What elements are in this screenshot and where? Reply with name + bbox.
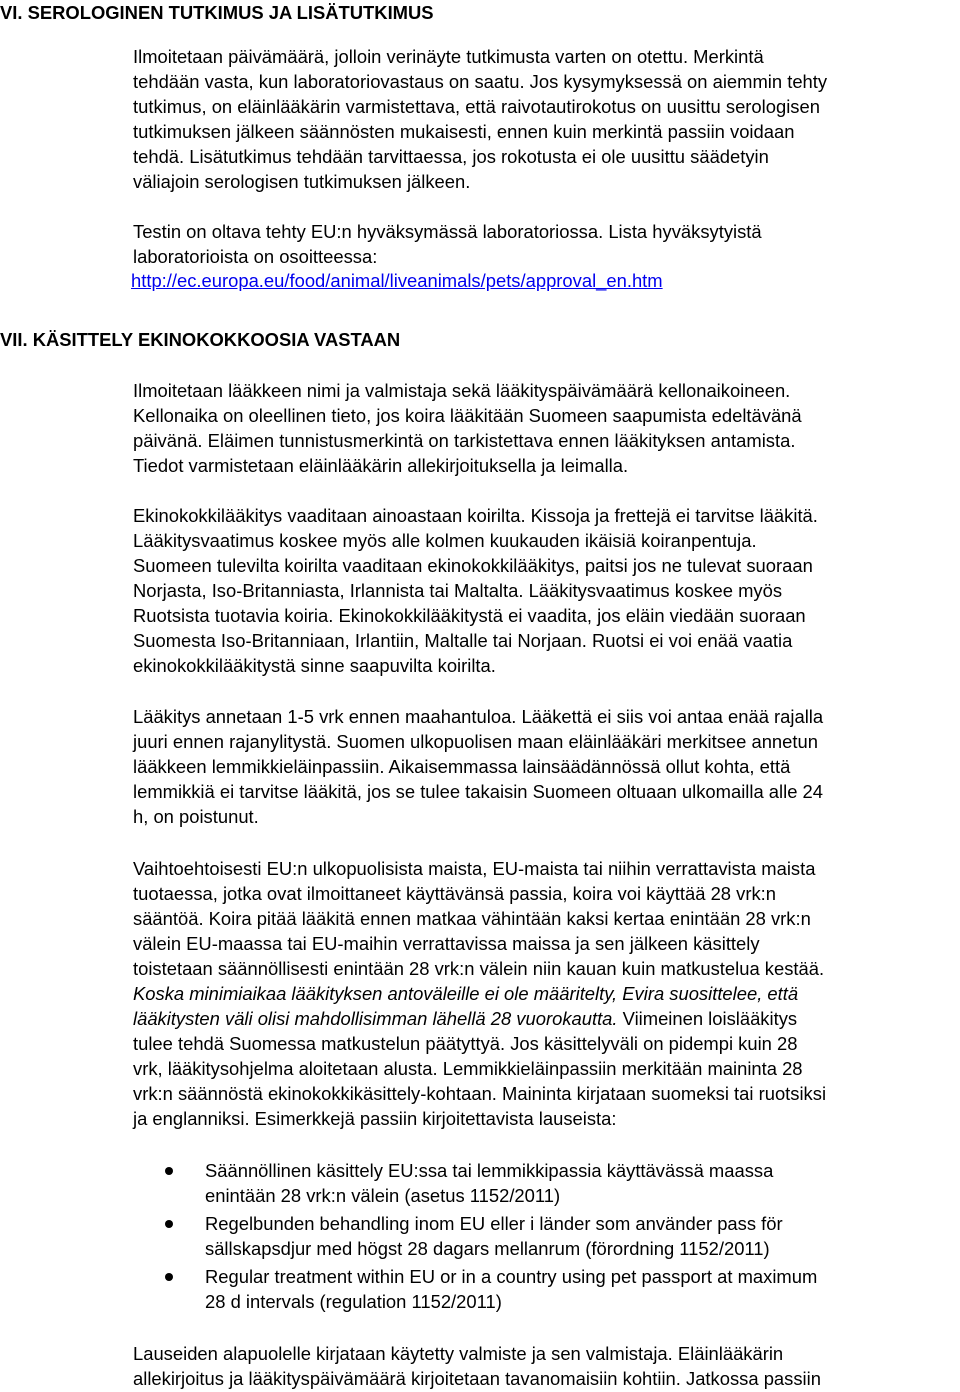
paragraph-line: tehdään vasta, kun laboratoriovastaus on saatu. Jos kysymyksessä on aiemmin tehty <box>133 71 828 92</box>
paragraph-line: Lääkitysvaatimus koskee myös alle kolmen kuukauden ikäisiä koiranpentuja. <box>133 530 757 551</box>
paragraph-line: tuotaessa, jotka ovat ilmoittaneet käyttävänsä passia, koira voi käyttää 28 vrk:n <box>133 883 776 904</box>
paragraph-line: Kellonaika on oleellinen tieto, jos koira lääkitään Suomeen saapumista edeltävänä <box>133 405 802 426</box>
paragraph-line: Testin on oltava tehty EU:n hyväksymässä laboratoriossa. Lista hyväksytyistä <box>133 221 762 242</box>
paragraph-line: juuri ennen rajanylitystä. Suomen ulkopuolisen maan eläinlääkäri merkitsee annetun <box>133 731 818 752</box>
paragraph-line: Norjasta, Iso-Britanniasta, Irlannista tai Maltalta. Lääkitysvaatimus koskee myös <box>133 580 783 601</box>
paragraph-line: Tiedot varmistetaan eläinlääkärin allekirjoituksella ja leimalla. <box>133 455 629 476</box>
paragraph-line: Suomesta Iso-Britanniaan, Irlantiin, Maltalle tai Norjaan. Ruotsi ei voi enää vaatia <box>133 630 793 651</box>
paragraph-line: päivänä. Eläimen tunnistusmerkintä on tarkistettava ennen lääkityksen antamista. <box>133 430 796 451</box>
list-item: Säännöllinen käsittely EU:ssa tai lemmikkipassia käyttävässä maassa <box>205 1160 774 1181</box>
list-item: Regelbunden behandling inom EU eller i länder som använder pass för <box>205 1213 783 1234</box>
paragraph-line: Vaihtoehtoisesti EU:n ulkopuolisista maista, EU-maista tai niihin verrattavista maista <box>133 858 816 879</box>
list-item: sällskapsdjur med högst 28 dagars mellanrum (förordning 1152/2011) <box>205 1238 770 1259</box>
paragraph-line: ja englanniksi. Esimerkkejä passiin kirjoitettavista lauseista: <box>133 1108 617 1129</box>
paragraph-line: tutkimuksen jälkeen säännösten mukaisesti, ennen kuin merkintä passiin voidaan <box>133 121 795 142</box>
list-item: Regular treatment within EU or in a country using pet passport at maximum <box>205 1266 818 1287</box>
paragraph-line: ekinokokkilääkitystä sinne saapuvilta koirilta. <box>133 655 496 676</box>
section-7-heading: VII. KÄSITTELY EKINOKOKKOOSIA VASTAAN <box>0 329 401 350</box>
paragraph-line: tulee tehdä Suomessa matkustelun päätyttyä. Jos käsittelyväli on pidempi kuin 28 <box>133 1033 798 1054</box>
paragraph-line <box>133 1006 797 1031</box>
paragraph-line: tehdä. Lisätutkimus tehdään tarvittaessa, jos rokotusta ei ole uusittu säädetyin <box>133 146 769 167</box>
paragraph-line: välein EU-maassa tai EU-maihin verrattavissa maissa ja sen jälkeen käsittely <box>133 933 760 954</box>
paragraph-line: Suomeen tulevilta koirilta vaaditaan ekinokokkilääkitys, paitsi jos ne tulevat suoraan <box>133 555 813 576</box>
approved-laboratories-link[interactable]: http://ec.europa.eu/food/animal/liveanimals/pets/approval_en.htm <box>131 270 663 291</box>
paragraph-line: allekirjoitus ja lääkityspäivämäärä kirjoitetaan tavanomaisiin kohtiin. Jatkossa passiin <box>133 1368 821 1389</box>
paragraph-line: Ruotsista tuotavia koiria. Ekinokokkilääkitystä ei vaadita, jos eläin viedään suoraan <box>133 605 806 626</box>
paragraph-line: lemmikkiä ei tarvitse lääkitä, jos se tulee takaisin Suomeen oltuaan ulkomailla alle 24 <box>133 781 823 802</box>
paragraph-line: laboratorioista on osoitteessa: <box>133 246 378 267</box>
paragraph-line: Lääkitys annetaan 1-5 vrk ennen maahantuloa. Lääkettä ei siis voi antaa enää rajalla <box>133 706 824 727</box>
list-item: enintään 28 vrk:n välein (asetus 1152/2011) <box>205 1185 561 1206</box>
paragraph-line: Ilmoitetaan päivämäärä, jolloin verinäyte tutkimusta varten on otettu. Merkintä <box>133 46 764 67</box>
paragraph-line: Ekinokokkilääkitys vaaditaan ainoastaan koirilta. Kissoja ja frettejä ei tarvitse lääkitä. <box>133 505 818 526</box>
paragraph-line: väliajoin serologisen tutkimuksen jälkeen. <box>133 171 471 192</box>
paragraph-line: Lauseiden alapuolelle kirjataan käytetty valmiste ja sen valmistaja. Eläinlääkärin <box>133 1343 784 1364</box>
paragraph-line: h, on poistunut. <box>133 806 259 827</box>
text-fragment: Viimeinen loislääkitys <box>617 1008 798 1029</box>
bullet-icon <box>165 1220 173 1228</box>
italic-fragment: lääkitysten väli olisi mahdollisimman lähellä 28 vuorokautta. <box>133 1008 618 1029</box>
paragraph-line: Ilmoitetaan lääkkeen nimi ja valmistaja sekä lääkityspäivämäärä kellonaikoineen. <box>133 380 791 401</box>
section-6-heading: VI. SEROLOGINEN TUTKIMUS JA LISÄTUTKIMUS <box>0 2 434 23</box>
paragraph-line-italic: Koska minimiaikaa lääkityksen antoväleille ei ole määritelty, Evira suosittelee, että <box>133 983 799 1004</box>
paragraph-line: tutkimus, on eläinlääkärin varmistettava, että raivotautirokotus on uusittu serologisen <box>133 96 820 117</box>
bullet-icon <box>165 1167 173 1175</box>
paragraph-line: sääntöä. Koira pitää lääkitä ennen matkaa vähintään kaksi kertaa enintään 28 vrk:n <box>133 908 811 929</box>
paragraph-line: vrk, lääkitysohjelma aloitetaan alusta. Lemmikkieläinpassiin merkitään maininta 28 <box>133 1058 803 1079</box>
paragraph-line: lääkkeen lemmikkieläinpassiin. Aikaisemmassa lainsäädännössä ollut kohta, että <box>133 756 791 777</box>
paragraph-line: vrk:n säännöstä ekinokokkikäsittely-kohtaan. Maininta kirjataan suomeksi tai ruotsiksi <box>133 1083 827 1104</box>
paragraph-line: toistetaan säännöllisesti enintään 28 vrk:n välein niin kauan kuin matkustelua kestää. <box>133 958 825 979</box>
bullet-icon <box>165 1273 173 1281</box>
list-item: 28 d intervals (regulation 1152/2011) <box>205 1291 502 1312</box>
